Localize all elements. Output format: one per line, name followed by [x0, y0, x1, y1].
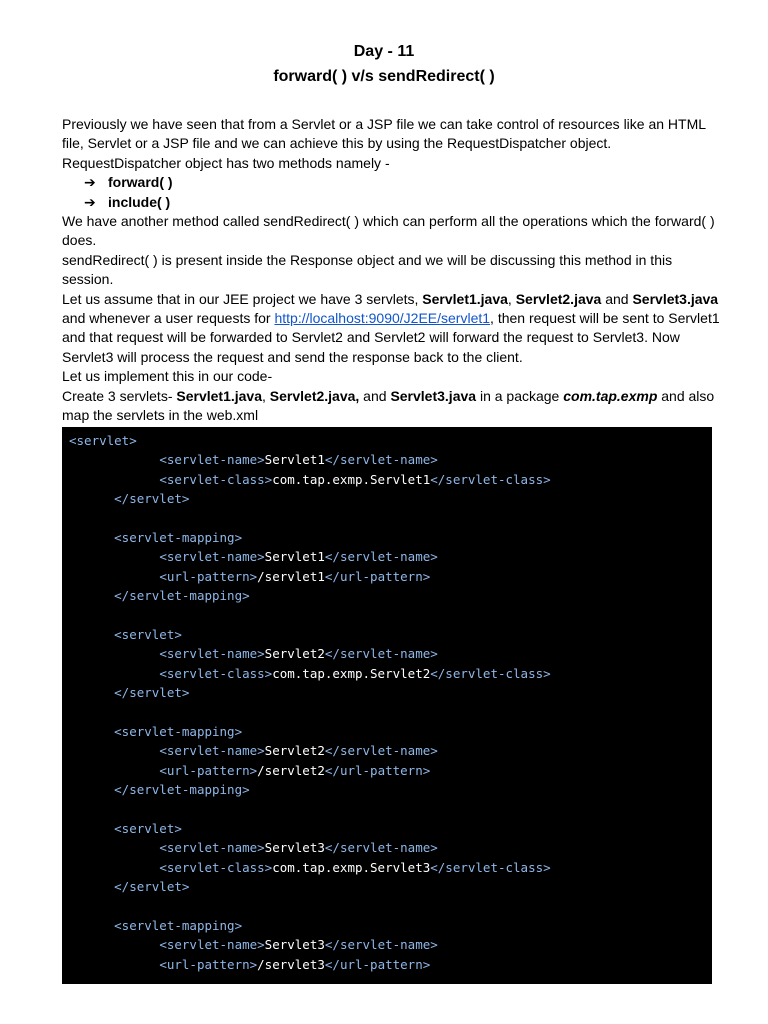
paragraph-methods: RequestDispatcher object has two methods namely -	[62, 154, 390, 171]
text-run: and also map the servlets in the web.xml	[62, 387, 715, 424]
code-open-tag: <servlet-mapping>	[114, 529, 243, 545]
code-line	[69, 877, 712, 896]
code-line	[69, 780, 712, 799]
code-block	[62, 427, 712, 984]
code-open-tag: <url-pattern>	[159, 762, 258, 778]
code-line	[69, 644, 712, 663]
code-open-tag: </servlet>	[114, 878, 190, 894]
code-line	[69, 722, 712, 741]
code-open-tag: <servlet>	[69, 433, 137, 448]
text-run: and whenever a user requests for	[62, 310, 275, 327]
code-line	[69, 489, 712, 508]
code-open-tag: <url-pattern>	[159, 568, 258, 584]
code-line	[69, 470, 712, 489]
code-line	[69, 625, 712, 644]
code-open-tag: <servlet-class>	[159, 859, 273, 875]
code-close-tag: </servlet-name>	[324, 549, 438, 565]
code-value: /servlet3	[257, 956, 325, 972]
code-close-tag: </url-pattern>	[324, 568, 431, 584]
code-open-tag: <servlet-name>	[159, 646, 265, 662]
code-line	[69, 761, 712, 780]
code-line	[69, 916, 712, 935]
code-line	[69, 567, 712, 586]
package-name: com.tap.exmp	[563, 387, 658, 404]
code-open-tag: </servlet>	[114, 491, 190, 507]
list-item-include	[62, 193, 722, 212]
code-line	[69, 547, 712, 566]
servlet2-name: Servlet2.java,	[269, 387, 360, 404]
code-open-tag: <servlet-class>	[159, 471, 273, 487]
text-run: ,	[507, 290, 516, 307]
code-open-tag: <url-pattern>	[159, 956, 258, 972]
list-item-label: include( )	[108, 193, 171, 210]
code-line	[69, 896, 712, 915]
code-open-tag: <servlet-class>	[159, 665, 273, 681]
paragraph-response: sendRedirect( ) is present inside the Response object and we will be discussing this method in this session.	[62, 251, 673, 288]
code-value: Servlet3	[264, 840, 325, 856]
code-line	[69, 935, 712, 954]
code-line	[69, 819, 712, 838]
paragraph-sendredirect: We have another method called sendRedirect( ) which can perform all the operations which the forward( ) does.	[62, 213, 715, 249]
code-open-tag: </servlet-mapping>	[114, 588, 250, 604]
code-open-tag: <servlet>	[114, 626, 182, 642]
page-subtitle: forward( ) v/s sendRedirect( )	[273, 68, 495, 85]
text-run: in a package	[476, 387, 564, 404]
servlet1-name: Servlet1.java	[176, 387, 262, 404]
code-line	[69, 741, 712, 760]
code-value: Servlet3	[264, 937, 325, 953]
code-line	[69, 528, 712, 547]
code-line	[69, 838, 712, 857]
servlet1-name: Servlet1.java	[422, 290, 508, 307]
code-line	[69, 664, 712, 683]
code-line	[69, 606, 712, 625]
code-open-tag: <servlet-name>	[159, 452, 265, 468]
text-run: Create 3 servlets-	[62, 387, 177, 404]
code-open-tag: <servlet-name>	[159, 743, 265, 759]
code-line	[69, 683, 712, 702]
code-close-tag: </servlet-class>	[430, 471, 551, 487]
code-close-tag: </url-pattern>	[324, 956, 431, 972]
text-run: ,	[262, 387, 270, 404]
code-close-tag: </servlet-name>	[324, 937, 438, 953]
code-value: /servlet1	[257, 568, 325, 584]
code-value: Servlet2	[264, 646, 325, 662]
paragraph-intro: Previously we have seen that from a Servlet or a JSP file we can take control of resources like an HTML file, Servlet or a JSP file and we can achieve this by using the RequestDispatcher object.	[62, 116, 706, 152]
code-value: com.tap.exmp.Servlet1	[272, 471, 431, 487]
code-value: Servlet1	[264, 452, 325, 468]
code-value: Servlet2	[264, 743, 325, 759]
code-open-tag: <servlet-name>	[159, 840, 265, 856]
code-open-tag: <servlet>	[114, 820, 182, 836]
code-value: /servlet2	[257, 762, 325, 778]
text-run: Let us assume that in our JEE project we have 3 servlets,	[62, 290, 423, 307]
code-value: com.tap.exmp.Servlet2	[272, 665, 431, 681]
code-line	[69, 509, 712, 528]
code-line	[69, 955, 712, 974]
arrow-icon: ➔	[84, 193, 96, 210]
text-run: and	[601, 290, 633, 307]
code-close-tag: </servlet-name>	[324, 840, 438, 856]
code-open-tag: </servlet-mapping>	[114, 782, 250, 798]
code-close-tag: </servlet-name>	[324, 452, 438, 468]
code-close-tag: </servlet-class>	[430, 665, 551, 681]
code-line	[69, 431, 712, 450]
servlet3-name: Servlet3.java	[390, 387, 477, 404]
code-open-tag: </servlet>	[114, 685, 190, 701]
code-line	[69, 450, 712, 469]
text-run: and	[359, 387, 391, 404]
page-title: Day - 11	[353, 43, 415, 60]
servlet2-name: Servlet2.java	[515, 290, 602, 307]
code-line	[69, 858, 712, 877]
arrow-icon: ➔	[84, 174, 96, 191]
code-value: com.tap.exmp.Servlet3	[272, 859, 431, 875]
servlet1-url-link[interactable]: http://localhost:9090/J2EE/servlet1	[274, 310, 491, 327]
code-line	[69, 702, 712, 721]
code-open-tag: <servlet-mapping>	[114, 917, 243, 933]
document-body	[62, 115, 722, 426]
servlet3-name: Servlet3.java	[632, 290, 719, 307]
code-close-tag: </url-pattern>	[324, 762, 431, 778]
paragraph-implement: Let us implement this in our code-	[62, 368, 273, 385]
code-line	[69, 799, 712, 818]
list-item-label: forward( )	[108, 174, 173, 191]
text-run: , then request will be sent to Servlet1 and that request will be forwarded to Servlet2 and Servlet2 will forward the request to Servlet3. Now Servlet3 will process the request and send the response back to the client.	[62, 310, 720, 365]
code-open-tag: <servlet-name>	[159, 549, 265, 565]
code-line	[69, 586, 712, 605]
code-close-tag: </servlet-class>	[430, 859, 551, 875]
code-close-tag: </servlet-name>	[324, 743, 438, 759]
code-value: Servlet1	[264, 549, 325, 565]
list-item-forward	[62, 173, 722, 192]
code-open-tag: <servlet-name>	[159, 937, 265, 953]
paragraph-create	[62, 387, 722, 426]
code-open-tag: <servlet-mapping>	[114, 723, 243, 739]
code-close-tag: </servlet-name>	[324, 646, 438, 662]
paragraph-scenario	[62, 290, 722, 368]
